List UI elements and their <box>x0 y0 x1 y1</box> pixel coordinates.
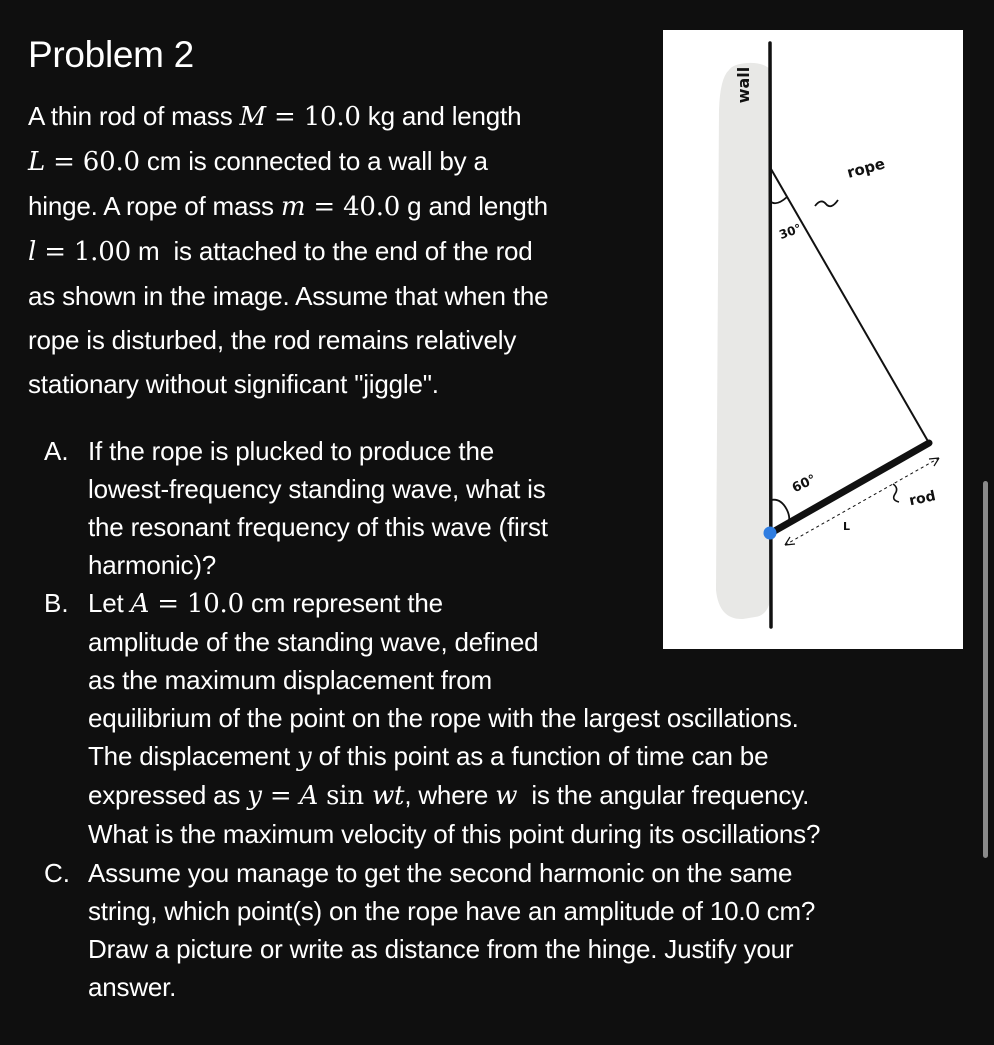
item-a-marker: A. <box>44 436 69 466</box>
rod-rope-diagram <box>663 30 963 649</box>
wall-shading <box>716 63 771 619</box>
item-c-line: Assume you manage to get the second harmonic on the same <box>88 858 793 888</box>
item-b-line: Let A = 10.0 cm represent the <box>88 588 443 619</box>
intro-line-4: l = 1.00 m is attached to the end of the rod <box>28 236 533 267</box>
intro-line-1: A thin rod of mass M = 10.0 kg and length <box>28 101 522 132</box>
item-b-line: expressed as y = A sin wt, where w is the angular frequency. <box>88 780 810 811</box>
angle-arc-top <box>771 197 787 203</box>
item-b-line: The displacement y of this point as a function of time can be <box>88 741 769 772</box>
scrollbar[interactable] <box>983 481 988 858</box>
item-a-text <box>88 432 658 584</box>
item-c-text <box>88 854 968 1006</box>
item-b-line: What is the maximum velocity of this point during its oscillations? <box>88 819 821 849</box>
rope-label: rope <box>844 154 887 182</box>
length-label: L <box>843 520 851 533</box>
hinge-point <box>764 527 777 540</box>
item-c-line: answer. <box>88 972 177 1002</box>
rod-pointer <box>893 484 899 502</box>
item-a-line: harmonic)? <box>88 550 217 580</box>
item-a-line: the resonant frequency of this wave (first <box>88 512 548 542</box>
diagram-svg <box>663 30 963 649</box>
problem-intro <box>28 94 628 406</box>
item-a-line: If the rope is plucked to produce the <box>88 436 494 466</box>
angle-arc-bottom <box>771 500 789 522</box>
item-b-line: equilibrium of the point on the rope with the largest oscillations. <box>88 703 799 733</box>
item-a-line: lowest-frequency standing wave, what is <box>88 474 546 504</box>
page-title: Problem 2 <box>28 34 194 75</box>
item-c-line: Draw a picture or write as distance from the hinge. Justify your <box>88 934 794 964</box>
item-b-marker: B. <box>44 588 69 618</box>
intro-line-3: hinge. A rope of mass m = 40.0 g and length <box>28 191 548 222</box>
angle-label-top: 30° <box>777 221 804 242</box>
item-b-line: amplitude of the standing wave, defined <box>88 627 539 657</box>
rope-pointer <box>815 200 838 206</box>
intro-line-6: rope is disturbed, the rod remains relatively <box>28 325 517 355</box>
intro-line-5: as shown in the image. Assume that when the <box>28 281 549 311</box>
item-b-line: as the maximum displacement from <box>88 665 492 695</box>
angle-label-bottom: 60° <box>790 472 819 497</box>
rod-label: rod <box>907 488 938 510</box>
item-c-marker: C. <box>44 858 70 888</box>
intro-line-7: stationary without significant "jiggle". <box>28 369 439 399</box>
intro-line-2: L = 60.0 cm is connected to a wall by a <box>28 146 488 177</box>
wall-label: wall <box>734 66 753 104</box>
item-c-line: string, which point(s) on the rope have an amplitude of 10.0 cm? <box>88 896 816 926</box>
rope-line <box>771 169 929 443</box>
